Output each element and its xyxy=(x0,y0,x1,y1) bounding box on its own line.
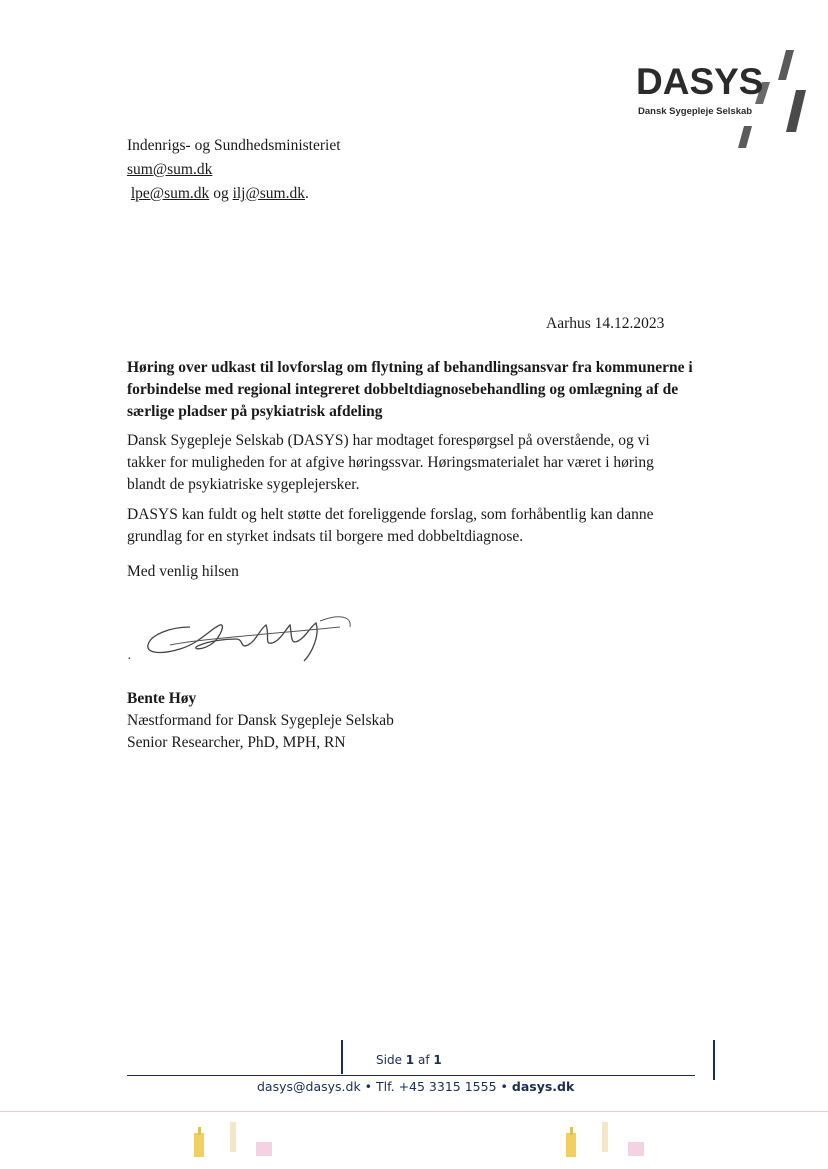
closing-line: Med venlig hilsen xyxy=(127,563,239,580)
recipient-email-link[interactable]: sum@sum.dk xyxy=(127,161,213,178)
cc-email-link-2[interactable]: ilj@sum.dk xyxy=(232,185,305,202)
logo-wordmark: DASYS xyxy=(636,61,764,102)
handwritten-signature xyxy=(140,605,370,667)
subject-heading: Høring over udkast til lovforslag om flytning af behandlingsansvar fra kommunerne i forbindelse med regional integreret dobbeltdiagnosebehandling og omlægning af de særlige pladser på psykiatrisk afdeling xyxy=(127,359,693,420)
print-registration-mark xyxy=(562,1125,582,1161)
signature-dot: · xyxy=(127,652,132,667)
recipient-block xyxy=(127,135,341,207)
footer-divider xyxy=(713,1040,715,1080)
signer-name: Bente Høy xyxy=(127,690,197,707)
cc-joiner: og xyxy=(213,185,229,202)
footer-separator: • xyxy=(364,1079,373,1094)
signer-block xyxy=(127,688,394,754)
signer-title: Næstformand for Dansk Sygepleje Selskab xyxy=(127,712,394,729)
footer-divider xyxy=(341,1040,343,1074)
print-registration-mark xyxy=(598,1118,648,1162)
footer-email[interactable]: dasys@dasys.dk xyxy=(257,1079,361,1094)
footer-website-link[interactable]: dasys.dk xyxy=(511,1079,575,1094)
date-line: Aarhus 14.12.2023 xyxy=(546,315,665,332)
print-registration-mark xyxy=(190,1125,210,1161)
footer-phone: Tlf. +45 3315 1555 xyxy=(376,1079,497,1094)
signer-credentials: Senior Researcher, PhD, MPH, RN xyxy=(127,734,346,751)
page-number: Side 1 af 1 xyxy=(376,1053,442,1067)
body-paragraph: Dansk Sygepleje Selskab (DASYS) har modtaget forespørgsel på overstående, og vi takker for muligheden for at afgive høringssvar. Høringsmaterialet har været i høring blandt de psykiatriske sygeplejersker. xyxy=(127,432,654,493)
dasys-logo xyxy=(636,44,812,149)
logo-tagline: Dansk Sygepleje Selskab xyxy=(638,106,753,117)
footer-separator: • xyxy=(500,1079,508,1094)
recipient-organization: Indenrigs- og Sundhedsministeriet xyxy=(127,137,341,154)
footer-rule xyxy=(127,1075,695,1076)
print-trim-line xyxy=(0,1111,828,1112)
cc-end: . xyxy=(304,185,309,202)
footer-contact xyxy=(257,1079,574,1094)
body-paragraph: DASYS kan fuldt og helt støtte det foreliggende forslag, som forhåbentlig kan danne grundlag for en styrket indsats til borgere med dobbeltdiagnose. xyxy=(127,506,654,545)
cc-email-link-1[interactable]: lpe@sum.dk xyxy=(130,185,210,202)
print-registration-mark xyxy=(226,1118,276,1162)
